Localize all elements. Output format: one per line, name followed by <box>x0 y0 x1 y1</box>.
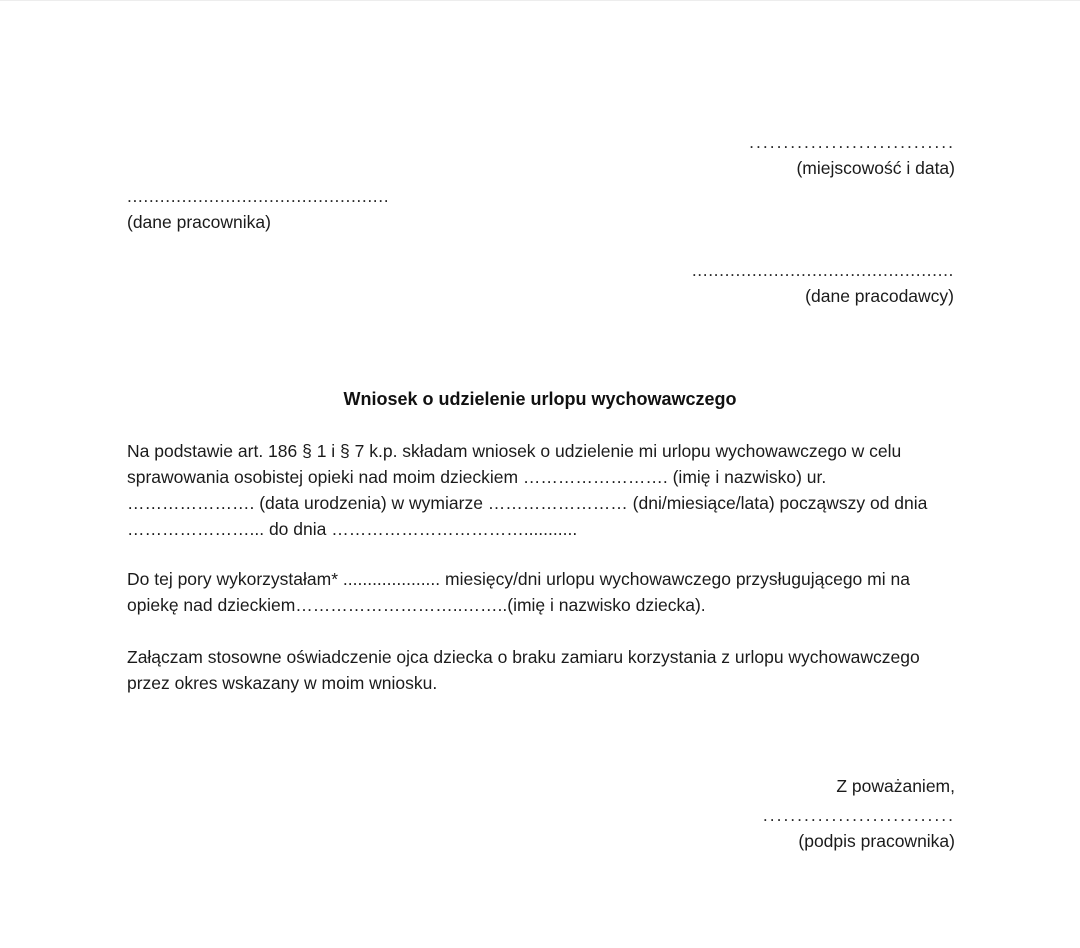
signature-label: (podpis pracownika) <box>798 831 955 851</box>
place-date-block <box>749 129 955 181</box>
signature-fill-line: ............................ <box>762 805 955 825</box>
employee-data-block <box>127 183 389 235</box>
place-date-label: (miejscowość i data) <box>796 158 955 178</box>
paragraph-legal-basis: Na podstawie art. 186 § 1 i § 7 k.p. składam wniosek o udzielenie mi urlopu wychowawczego w celu sprawowania osobistej opieki nad moim dzieckiem ……………………. (imię i nazwisko) ur. …………………. (data urodzenia) w wymiarze …………………… (dni/miesiące/lata) począwszy od dnia …………………... do dnia ……………………………........... <box>127 441 928 539</box>
closing-salutation: Z poważaniem, <box>836 776 955 796</box>
place-date-fill-line: .............................. <box>749 132 955 152</box>
employer-data-block <box>692 257 954 309</box>
employer-label: (dane pracodawcy) <box>805 286 954 306</box>
employee-fill-line: ................................................ <box>127 186 390 206</box>
employee-label: (dane pracownika) <box>127 212 271 232</box>
employer-fill-line: ................................................ <box>691 260 954 280</box>
document-title: Wniosek o udzielenie urlopu wychowawczego <box>343 389 737 409</box>
paragraph-leave-used: Do tej pory wykorzystałam* .................... miesięcy/dni urlopu wychowawczego przysługującego mi na opiekę nad dzieckiem………………………..……..(imię i nazwisko dziecka). <box>127 569 910 615</box>
paragraph-attachment: Załączam stosowne oświadczenie ojca dziecka o braku zamiaru korzystania z urlopu wychowawczego przez okres wskazany w moim wniosku. <box>127 647 920 693</box>
closing-block <box>763 773 955 854</box>
